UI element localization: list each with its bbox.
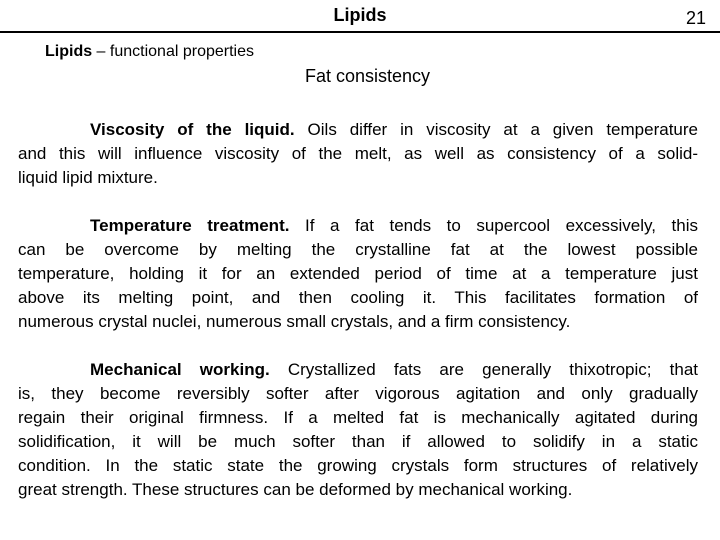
paragraph-line: regain their original firmness. If a melted fat is mechanically agitated during bbox=[18, 408, 698, 427]
paragraph-line: and this will influence viscosity of the melt, as well as consistency of a solid- bbox=[18, 144, 698, 163]
paragraph-line: liquid lipid mixture. bbox=[18, 168, 158, 187]
paragraph-lead: Temperature treatment. bbox=[90, 216, 290, 235]
paragraph-line: can be overcome by melting the crystalline fat at the lowest possible bbox=[18, 240, 698, 259]
subtitle bbox=[45, 43, 254, 61]
paragraph-line: numerous crystal nuclei, numerous small crystals, and a firm consistency. bbox=[18, 312, 571, 331]
page-number: 21 bbox=[685, 8, 706, 28]
paragraph-line bbox=[18, 358, 698, 382]
paragraph-lead: Viscosity of the liquid. bbox=[90, 120, 295, 139]
paragraph-temperature bbox=[18, 214, 698, 334]
paragraph-line bbox=[18, 214, 698, 238]
paragraph-line bbox=[18, 118, 698, 142]
line-text: If a fat tends to supercool excessively, this bbox=[289, 216, 698, 235]
header-title: Lipids bbox=[333, 5, 387, 25]
paragraph-line: condition. In the static state the growing crystals form structures of relatively bbox=[18, 456, 698, 475]
header-divider bbox=[0, 31, 720, 33]
subtitle-rest: – functional properties bbox=[92, 43, 254, 60]
paragraph-viscosity bbox=[18, 118, 698, 190]
paragraph-line: temperature, holding it for an extended period of time at a temperature just bbox=[18, 264, 698, 283]
paragraph-line: above its melting point, and then cooling it. This facilitates formation of bbox=[18, 288, 698, 307]
section-title: Fat consistency bbox=[305, 66, 431, 86]
paragraph-lead: Mechanical working. bbox=[90, 360, 270, 379]
paragraph-line: great strength. These structures can be deformed by mechanical working. bbox=[18, 480, 573, 499]
paragraph-line: solidification, it will be much softer than if allowed to solidify in a static bbox=[18, 432, 698, 451]
line-text: Oils differ in viscosity at a given temperature bbox=[294, 120, 698, 139]
paragraph-mechanical bbox=[18, 358, 698, 502]
subtitle-bold: Lipids bbox=[45, 43, 93, 60]
line-text: Crystallized fats are generally thixotropic; that bbox=[269, 360, 698, 379]
paragraph-line: is, they become reversibly softer after vigorous agitation and only gradually bbox=[18, 384, 698, 403]
